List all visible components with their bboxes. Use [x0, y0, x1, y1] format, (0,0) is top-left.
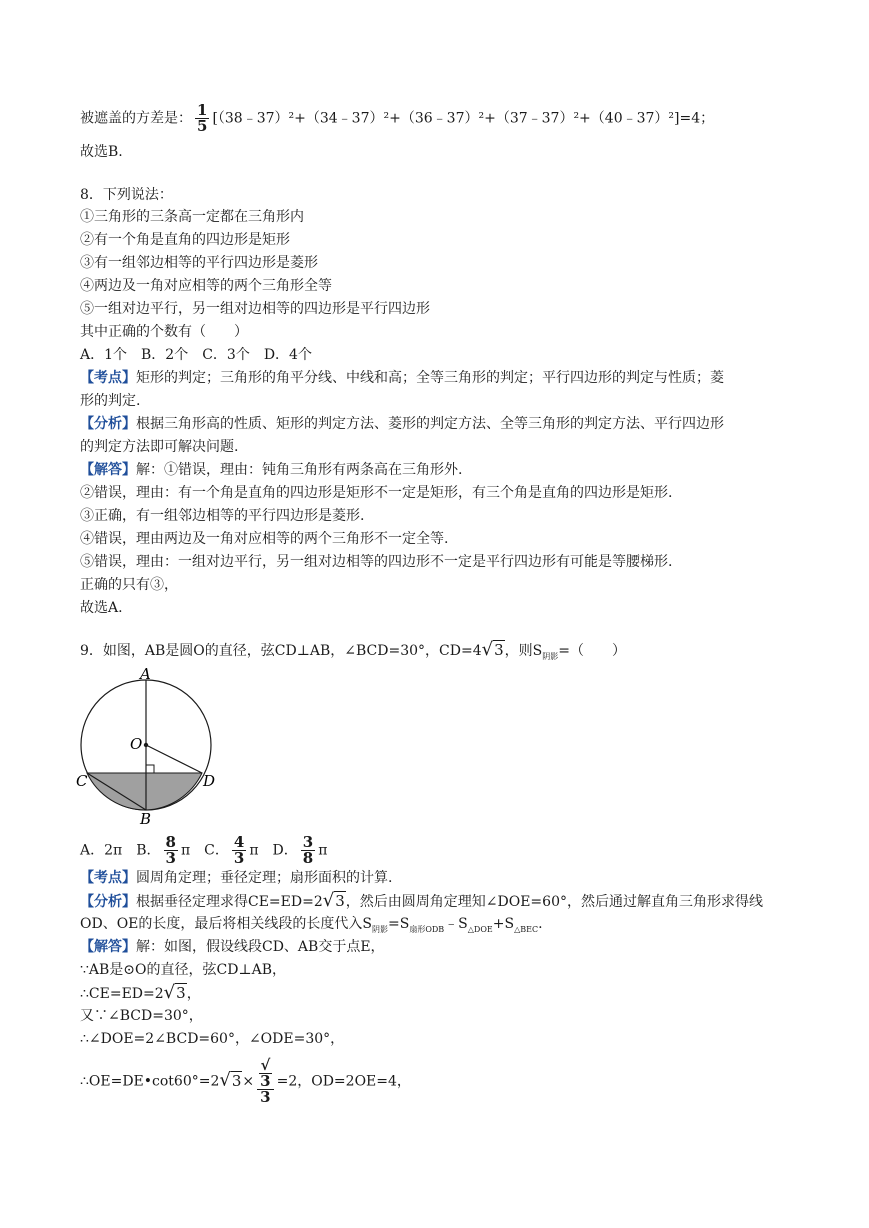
q8-question: 其中正确的个数有（ ）	[80, 324, 248, 340]
fenxi-tag: 【分析】	[80, 894, 136, 910]
q8-fenxi-cont: 的判定方法即可解决问题.	[80, 439, 239, 455]
kaodian-tag: 【考点】	[80, 370, 136, 386]
sqrt-sign: √	[481, 639, 494, 660]
q8-kaodian: 【考点】矩形的判定；三角形的角平分线、中线和高；全等三角形的判定；平行四边形的判定与性质；菱	[80, 370, 724, 386]
q8-stem: 8．下列说法：	[80, 187, 173, 203]
q9-line-2: ∵AB是⊙O的直径，弦CD⊥AB，	[80, 962, 287, 978]
q9-line-3: ∴CE=ED=2√3，	[80, 982, 201, 1003]
q8-step-3: ③正确，有一组邻边相等的平行四边形是菱形.	[80, 508, 365, 524]
q8-options: A．1个 B．2个 C．3个 D．4个	[80, 347, 312, 363]
q9-line-4: 又∵∠BCD=30°，	[80, 1008, 203, 1024]
label-c: C	[76, 772, 88, 790]
label-b: B	[140, 810, 152, 825]
variance-line	[80, 103, 714, 134]
jieda-tag: 【解答】	[80, 462, 136, 478]
q8-item-4: ④两边及一角对应相等的两个三角形全等	[80, 278, 332, 294]
q8-step-4: ④错误，理由两边及一角对应相等的两个三角形不一定全等.	[80, 531, 449, 547]
q8-item-5: ⑤一组对边平行，另一组对边相等的四边形是平行四边形	[80, 301, 430, 317]
q8-step-2: ②错误，理由：有一个角是直角的四边形是矩形不一定是矩形，有三个角是直角的四边形是矩形.	[80, 485, 673, 501]
q8-conclusion: 正确的只有③，	[80, 577, 178, 593]
option-b-fraction: $\frac{8}{3}$	[165, 833, 176, 867]
variance-label: 被遮盖的方差是：	[80, 110, 192, 127]
q8-item-2: ②有一个角是直角的四边形是矩形	[80, 232, 290, 248]
center-point	[144, 743, 148, 747]
right-angle-mark	[146, 765, 154, 773]
q8-item-1: ①三角形的三条高一定都在三角形内	[80, 209, 304, 225]
q9-fenxi-cont: OD、OE的长度，最后将相关线段的长度代入$S_{阴影}=S_{扇形ODB}﹣S_{\triangle DOE}+S_{\triangle BEC}$.	[80, 916, 543, 934]
q7-answer: 故选B.	[80, 144, 123, 160]
shaded-region	[87, 773, 202, 810]
label-d: D	[203, 772, 216, 790]
q9-line-5: ∴∠DOE=2∠BCD=60°，∠ODE=30°，	[80, 1031, 345, 1047]
circle-diagram	[76, 665, 226, 825]
option-c-fraction: $\frac{4}{3}$	[233, 833, 245, 867]
q8-fenxi: 【分析】根据三角形高的性质、矩形的判定方法、菱形的判定方法、全等三角形的判定方法、平行四边形	[80, 416, 724, 432]
q8-kaodian-cont: 形的判定.	[80, 393, 141, 409]
fraction-one-fifth: $\frac{1}{5}$	[197, 101, 208, 135]
q9-options: A．2π B． $\frac{8}{3}$ π C． $\frac{4}{3}$ π D． $\frac{3}{8}$ π	[80, 833, 328, 867]
fenxi-tag: 【分析】	[80, 416, 136, 432]
option-d-fraction: $\frac{3}{8}$	[302, 833, 314, 867]
q8-item-3: ③有一组邻边相等的平行四边形是菱形	[80, 255, 318, 271]
label-o: O	[130, 735, 143, 753]
label-a: A	[140, 665, 151, 683]
kaodian-tag: 【考点】	[80, 870, 136, 886]
q8-jieda: 【解答】解：①错误，理由：钝角三角形有两条高在三角形外.	[80, 462, 463, 478]
q8-answer: 故选A.	[80, 600, 123, 616]
q9-kaodian: 【考点】圆周角定理；垂径定理；扇形面积的计算.	[80, 870, 393, 886]
q8-step-5: ⑤错误，理由：一组对边平行，另一组对边相等的四边形不一定是平行四边形有可能是等腰梯形.	[80, 554, 673, 570]
q9-stem: 9．如图，AB是圆O的直径，弦CD⊥AB，∠BCD=30°，CD=4√3，则$S_{阴影}=$（ ）	[80, 639, 626, 661]
variance-expression: [（38﹣37）²+（34﹣37）²+（36﹣37）²+（37﹣37）²+（40﹣37）²]=4；	[212, 110, 715, 127]
q9-line-6: ∴OE=DE•cot60°=2√3× √ 3 3 =2，OD=2OE=4，	[80, 1056, 411, 1106]
q9-fenxi: 【分析】根据垂径定理求得CE=ED=2√3，然后由圆周角定理知∠DOE=60°，然后通过解直角三角形求得线	[80, 890, 763, 911]
q9-jieda: 【解答】解：如图，假设线段CD、AB交于点E，	[80, 939, 385, 955]
root3-over-3-fraction: √ 3 3	[257, 1058, 273, 1105]
jieda-tag: 【解答】	[80, 939, 136, 955]
